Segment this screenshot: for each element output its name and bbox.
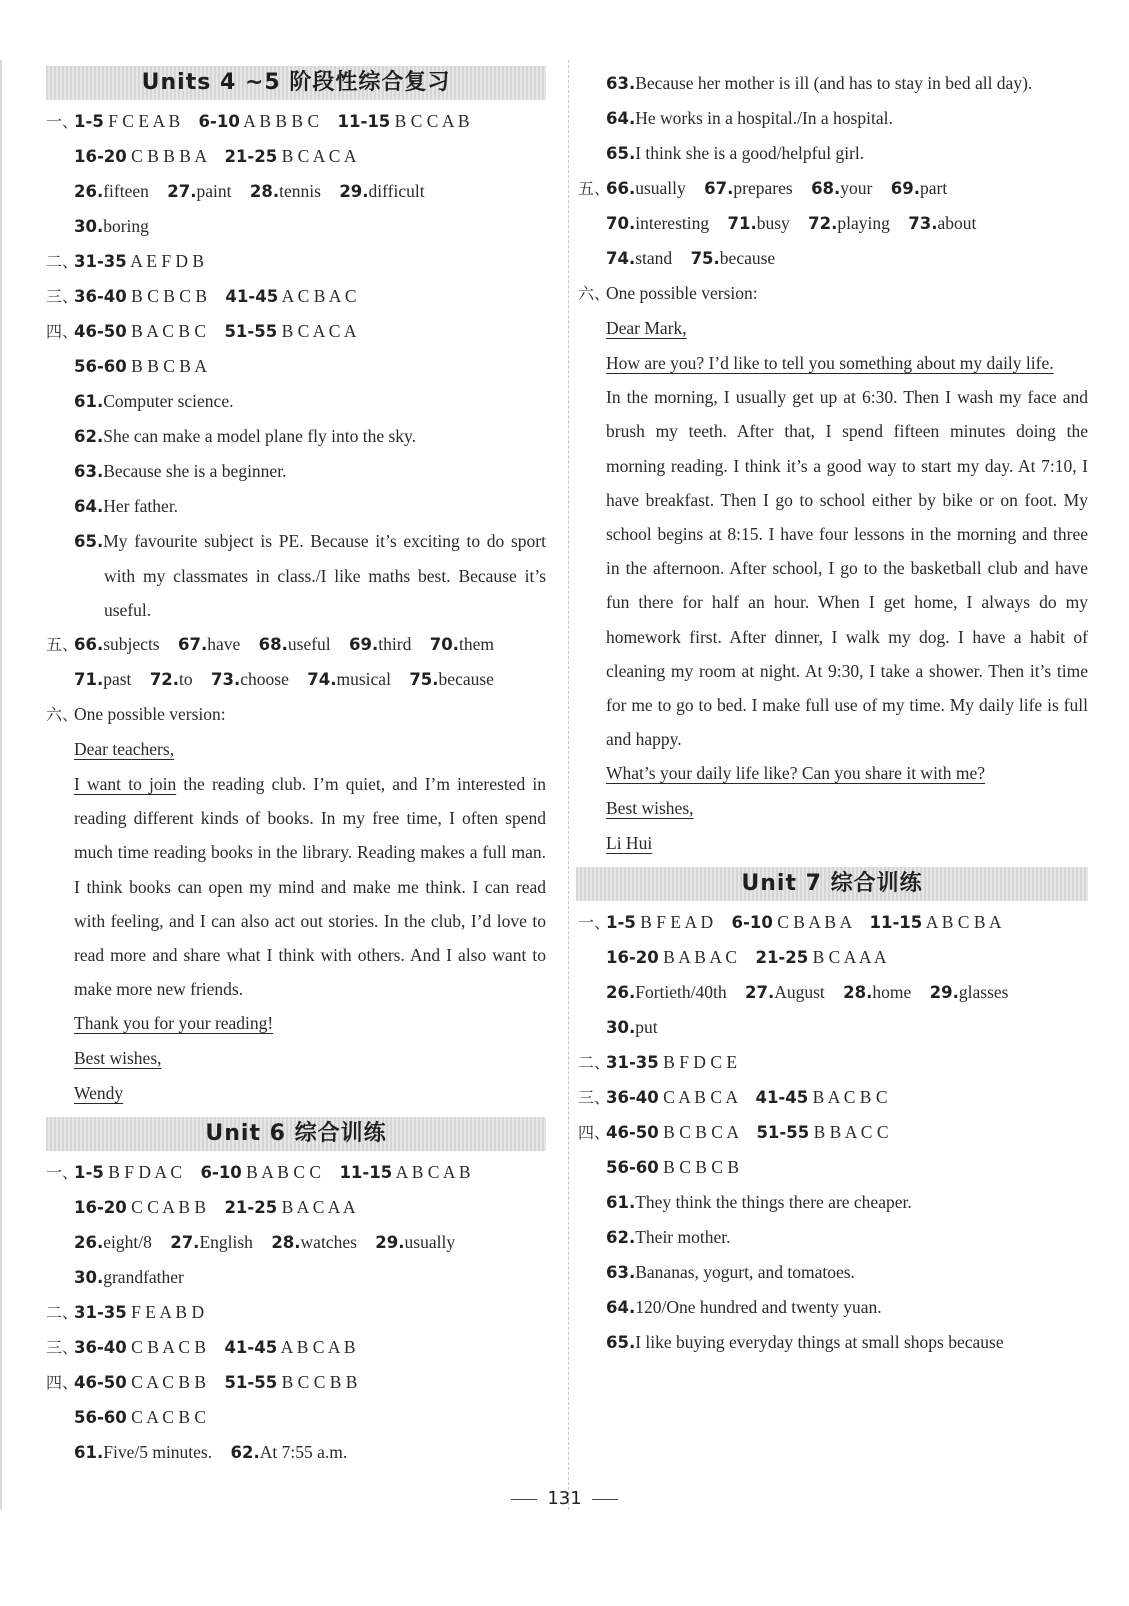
letter-signature: Wendy [74,1083,124,1104]
answer-line: 71.past 72.to 73.choose 74.musical 75.because [74,669,494,689]
answer-line: 26.eight/8 27.English 28.watches 29.usually [74,1232,456,1253]
letter-wishes: Best wishes, [606,798,694,819]
footer-dash-left [511,1499,537,1500]
answer-line: 16-20 C B B B A 21-25 B C A C A [74,146,357,166]
section-title-unit-7: Unit 7 综合训练 [576,867,1088,901]
answer-line: 63.Bananas, yogurt, and tomatoes. [606,1262,855,1283]
letter-wishes: Best wishes, [74,1048,162,1069]
letter-body: I want to join the reading club. I’m quiet, and I’m interested in reading different kinds of books. In my free time, I often spend much time reading books in the library. Reading makes a full man. I think books can open my mind and make me think. I can read with feeling, and I can also act out stories. In the club, I’d love to read more and share what I think with others. And I also want to make more new friends. [74,774,546,1000]
answer-line: 一、1-5 B F D A C 6-10 B A B C C 11-15 A B C A B [46,1162,471,1183]
section-title-unit-6: Unit 6 综合训练 [46,1117,546,1151]
answer-line: 70.interesting 71.busy 72.playing 73.about [606,213,977,233]
answer-line: 三、36-40 C B A C B 41-45 A B C A B [46,1337,356,1358]
answer-line: 65.I think she is a good/helpful girl. [606,143,865,163]
letter-greeting: Dear Mark, [606,318,687,338]
letter-signature: Li Hui [606,833,653,854]
answer-line: 四、46-50 B A C B C 51-55 B C A C A [46,321,357,341]
answer-line: 62.Their mother. [606,1227,731,1248]
answer-line: 26.Fortieth/40th 27.August 28.home 29.glasses [606,982,1009,1003]
answer-line: 64.Her father. [74,496,179,516]
letter-closing: Thank you for your reading! [74,1013,274,1034]
answer-line: 二、31-35 B F D C E [578,1052,738,1073]
answer-line: 二、31-35 A E F D B [46,251,205,271]
answer-line: 56-60 B B C B A [74,356,208,376]
right-column [578,66,1088,1360]
answer-line: 五、66.usually 67.prepares 68.your 69.part [578,178,948,198]
footer-dash-right [592,1499,618,1500]
answer-line: 四、46-50 B C B C A 51-55 B B A C C [578,1122,889,1143]
answer-line: 56-60 C A C B C [74,1407,207,1428]
answer-line: 六、One possible version: [46,704,226,724]
answer-line: 63.Because she is a beginner. [74,461,287,481]
section-title-units-4-5: Units 4 ~5 阶段性综合复习 [46,66,546,100]
answer-line: 64.He works in a hospital./In a hospital. [606,108,893,128]
letter-closing: What’s your daily life like? Can you share it with me? [606,763,986,784]
answer-line: 30.grandfather [74,1267,184,1288]
answer-paragraph: 65.My favourite subject is PE. Because it’s exciting to do sport with my classmates in class./I like maths best. Because it’s useful. [74,531,546,620]
answer-line: 一、1-5 B F E A D 6-10 C B A B A 11-15 A B C B A [578,912,1002,933]
left-column [46,66,546,1470]
answer-line: 16-20 C C A B B 21-25 B A C A A [74,1197,356,1218]
answer-line: 五、66.subjects 67.have 68.useful 69.third 70.them [46,634,494,654]
page-number: 131 [547,1488,582,1509]
answer-line: 56-60 B C B C B [606,1157,740,1178]
answer-line: 61.Computer science. [74,391,234,411]
page-number-footer [0,1488,1129,1509]
letter-greeting: Dear teachers, [74,739,175,759]
answer-line: 六、One possible version: [578,283,758,303]
column-divider [568,60,569,1510]
answer-paragraph: 63.Because her mother is ill (and has to stay in bed all day). [606,73,1033,93]
answer-line: 62.She can make a model plane fly into the sky. [74,426,417,446]
answer-line: 64.120/One hundred and twenty yuan. [606,1297,882,1318]
answer-line: 65.I like buying everyday things at small shops because [606,1332,1004,1353]
answer-line: 26.fifteen 27.paint 28.tennis 29.difficult [74,181,425,201]
letter-body: In the morning, I usually get up at 6:30. Then I wash my face and brush my teeth. After that, I spend fifteen minutes doing the morning reading. I think it’s a good way to start my day. At 7:10, I have breakfast. Then I go to school either by bike or on foot. My school begins at 8:15. I have four lessons in the morning and three in the afternoon. After school, I go to the basketball club and have fun there for half an hour. When I get home, I always do my homework first. After dinner, I walk my dog. I have a habit of cleaning my room at night. At 9:30, I take a shower. Then it’s time for me to go to bed. I make full use of my time. My daily life is full and happy. [606,387,1088,750]
answer-line: 30.boring [74,216,149,236]
answer-line: 61.They think the things there are cheaper. [606,1192,912,1213]
answer-line: 三、36-40 C A B C A 41-45 B A C B C [578,1087,888,1108]
answer-line: 四、46-50 C A C B B 51-55 B C C B B [46,1372,358,1393]
answer-line: 74.stand 75.because [606,248,776,268]
answer-line: 30.put [606,1017,658,1038]
answer-line: 三、36-40 B C B C B 41-45 A C B A C [46,286,357,306]
scan-edge [0,60,2,1510]
answer-line: 一、1-5 F C E A B 6-10 A B B B C 11-15 B C C A B [46,111,470,131]
answer-line: 16-20 B A B A C 21-25 B C A A A [606,947,887,968]
answer-line: 二、31-35 F E A B D [46,1302,205,1323]
answer-line: 61.Five/5 minutes. 62.At 7:55 a.m. [74,1442,348,1463]
letter-opening: How are you? I’d like to tell you something about my daily life. [606,353,1054,373]
